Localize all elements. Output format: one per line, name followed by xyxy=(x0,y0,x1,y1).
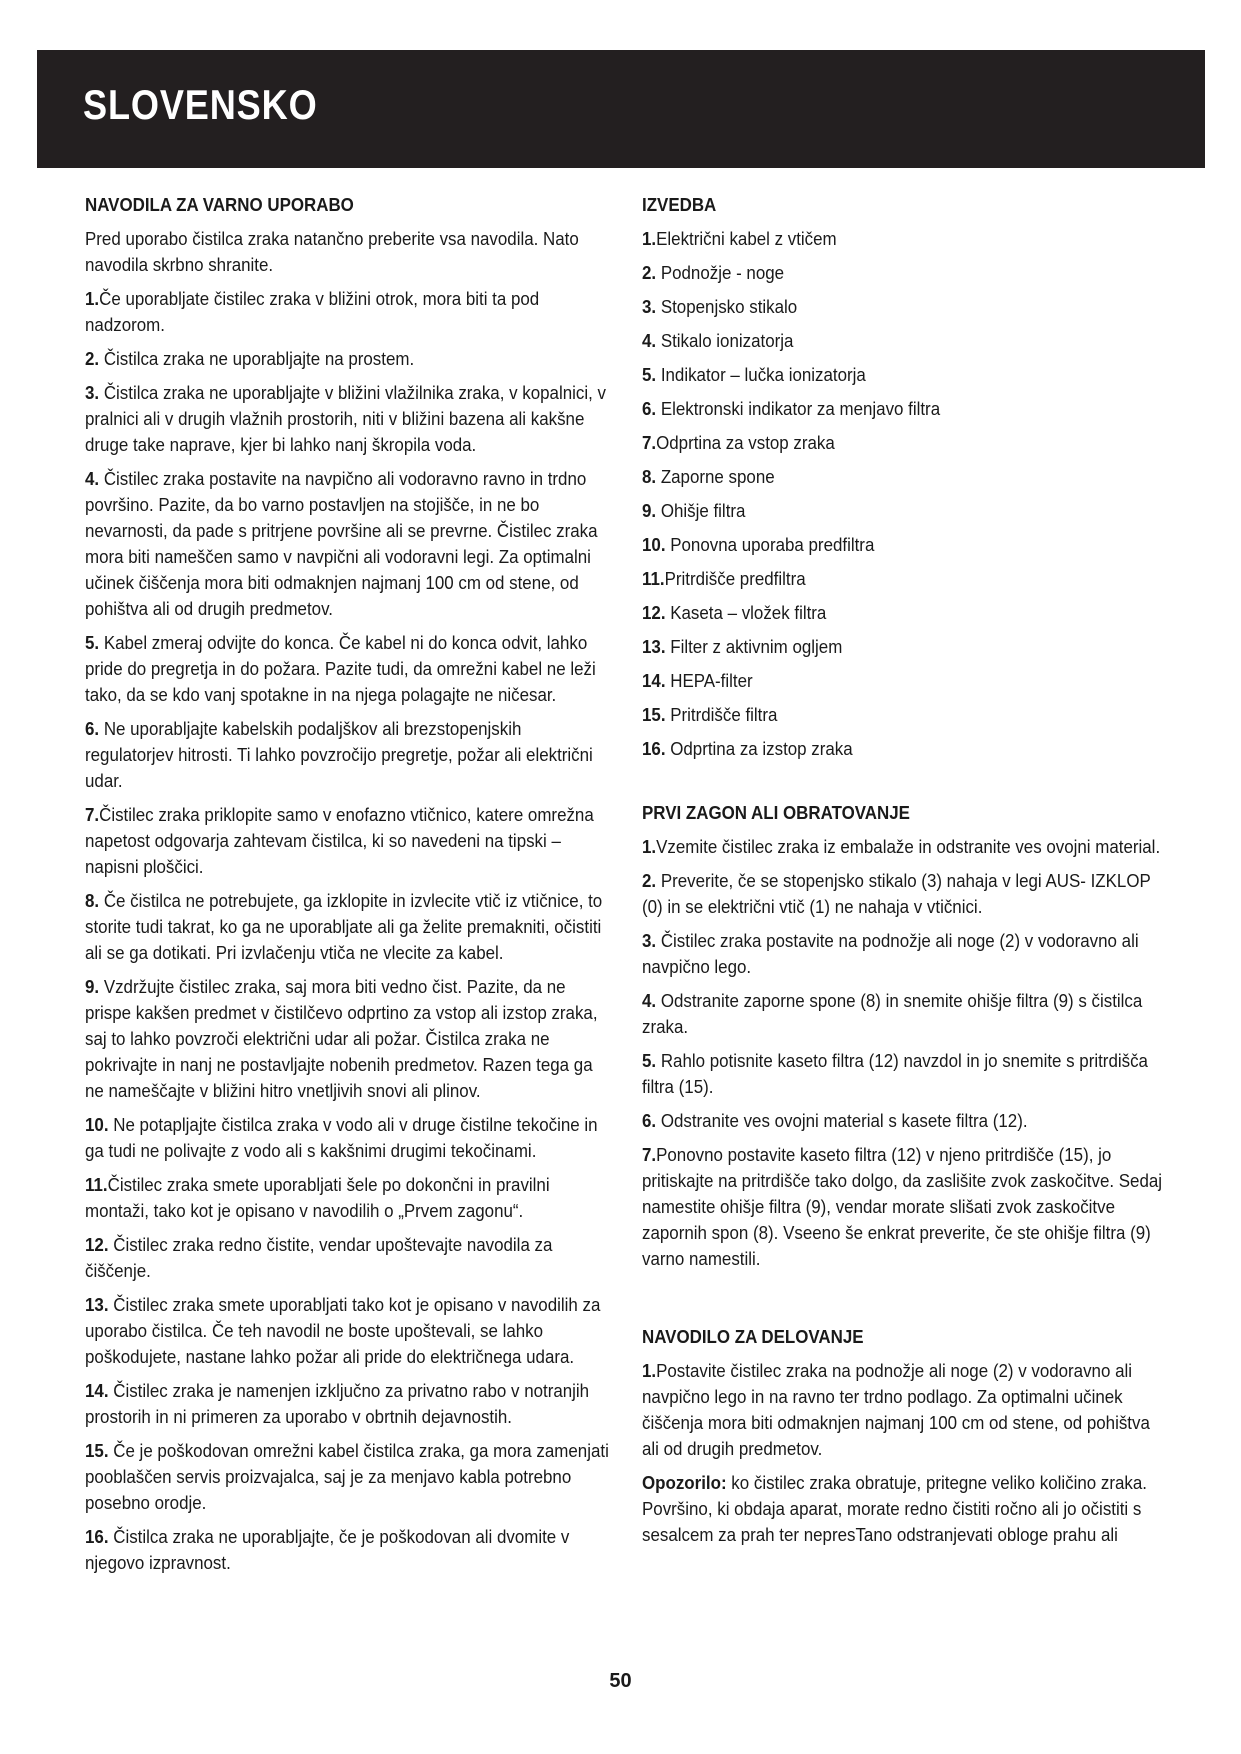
safety-item-15 xyxy=(85,1438,609,1516)
safety-item-text: Čistilca zraka ne uporabljajte, če je poškodovan ali dvomite v njegovo izpravnost. xyxy=(85,1526,570,1573)
safety-item-number: 4. xyxy=(85,468,100,489)
part-item-text: Ohišje filtra xyxy=(656,500,746,521)
safety-item-number: 10. xyxy=(85,1114,109,1135)
part-item-10 xyxy=(642,532,1171,558)
safety-title: NAVODILA ZA VARNO UPORABO xyxy=(85,194,354,215)
right-column xyxy=(642,192,1171,1556)
first-start-item-number: 5. xyxy=(642,1050,657,1071)
part-item-text: Filter z aktivnim ogljem xyxy=(665,636,843,657)
first-start-item-text: Rahlo potisnite kaseto filtra (12) navzdol in jo snemite s pritrdišča filtra (15). xyxy=(642,1050,1148,1097)
safety-item-4 xyxy=(85,466,609,622)
safety-item-6 xyxy=(85,716,609,794)
safety-item-text: Če je poškodovan omrežni kabel čistilca zraka, ga mora zamenjati pooblaščen servis proizvajalca, saj je za menjavo kabla potrebno posebno orodje. xyxy=(85,1440,609,1513)
safety-item-9 xyxy=(85,974,609,1104)
operation-warning xyxy=(642,1470,1171,1548)
safety-item-2 xyxy=(85,346,609,372)
part-item-text: Odprtina za izstop zraka xyxy=(665,738,853,759)
safety-item-13 xyxy=(85,1292,609,1370)
first-start-item-text: Ponovno postavite kaseto filtra (12) v njeno pritrdišče (15), jo pritiskajte na pritrdišče tako dolgo, da zaslišite zvok zaskočitve. Sedaj namestite ohišje filtra (9), vendar morate slišati zvok zaskočitve zapornih spon (8). Vseeno še enkrat preverite, če ste ohišje filtra (9) varno namestili. xyxy=(642,1144,1163,1269)
safety-item-text: Če čistilca ne potrebujete, ga izklopite in izvlecite vtič iz vtičnice, to storite tudi takrat, ko ga ne uporabljate ali ga želite premakniti, očistiti ali se ga dotikati. Pri izvlačenju vtiča ne vlecite za kabel. xyxy=(85,890,603,963)
safety-item-text: Vzdržujte čistilec zraka, saj mora biti vedno čist. Pazite, da ne prispe kakšen predmet v čistilčevo odprtino za vstop ali izstop zraka, saj to lahko povzroči električni udar ali požar. Čistilca zraka ne pokrivajte in nanj ne postavljajte nobenih predmetov. Razen tega ga ne nameščajte v bližini hitro vnetljivih snovi ali plinov. xyxy=(85,976,598,1101)
part-item-text: Indikator – lučka ionizatorja xyxy=(656,364,866,385)
safety-item-text: Čistilca zraka ne uporabljajte na prostem. xyxy=(99,348,415,369)
language-title: SLOVENSKO xyxy=(83,81,318,128)
safety-item-number: 5. xyxy=(85,632,100,653)
safety-item-text: Čistilec zraka redno čistite, vendar upoštevajte navodila za čiščenje. xyxy=(85,1234,553,1281)
first-start-item-text: Čistilec zraka postavite na podnožje ali noge (2) v vodoravno ali navpično lego. xyxy=(642,930,1139,977)
first-start-item-3 xyxy=(642,928,1171,980)
operation-list xyxy=(642,1358,1171,1462)
part-item-number: 5. xyxy=(642,364,657,385)
safety-item-number: 15. xyxy=(85,1440,109,1461)
part-item-text: Podnožje - noge xyxy=(656,262,785,283)
part-item-number: 12. xyxy=(642,602,666,623)
part-item-11 xyxy=(642,566,1171,592)
first-start-item-number: 2. xyxy=(642,870,657,891)
part-item-2 xyxy=(642,260,1171,286)
operation-item-number: 1. xyxy=(642,1360,657,1381)
safety-item-10 xyxy=(85,1112,609,1164)
safety-item-text: Čistilec zraka smete uporabljati tako kot je opisano v navodilih za uporabo čistilca. Če teh navodil ne boste upoštevali, se lahko poškodujete, nastane lahko požar ali pride do električnega udara. xyxy=(85,1294,601,1367)
part-item-15 xyxy=(642,702,1171,728)
first-start-item-number: 6. xyxy=(642,1110,657,1131)
left-column xyxy=(85,192,609,1584)
safety-item-text: Čistilec zraka postavite na navpično ali vodoravno ravno in trdno površino. Pazite, da bo varno postavljen na stojišče, in ne bo nevarnosti, da pade s pritrjene površine ali se prevrne. Čistilec zraka mora biti nameščen samo v navpični ali vodoravni legi. Za optimalni učinek čiščenja mora biti odmaknjen najmanj 100 cm od stene, od pohištva ali od drugih predmetov. xyxy=(85,468,598,619)
warning-text: ko čistilec zraka obratuje, pritegne veliko količino zraka. Površino, ki obdaja aparat, morate redno čistiti ročno ali jo očistiti s sesalcem za prah ter nepresTano odstranjevati obloge prahu ali xyxy=(642,1472,1147,1545)
safety-item-number: 13. xyxy=(85,1294,109,1315)
language-header xyxy=(37,50,1205,168)
operation-item-1 xyxy=(642,1358,1171,1462)
parts-title: IZVEDBA xyxy=(642,194,717,215)
first-start-item-1 xyxy=(642,834,1171,860)
safety-item-number: 14. xyxy=(85,1380,109,1401)
part-item-text: Električni kabel z vtičem xyxy=(656,228,837,249)
part-item-1 xyxy=(642,226,1171,252)
page-number: 50 xyxy=(609,1670,632,1692)
first-start-item-2 xyxy=(642,868,1171,920)
part-item-text: Odprtina za vstop zraka xyxy=(656,432,835,453)
operation-item-text: Postavite čistilec zraka na podnožje ali noge (2) v vodoravno ali navpično lego in na ravno ter trdno podlago. Za optimalni učinek čiščenja mora biti odmaknjen najmanj 100 cm od stene, od pohištva ali od drugih predmetov. xyxy=(642,1360,1150,1459)
first-start-list xyxy=(642,834,1171,1272)
first-start-item-text: Vzemite čistilec zraka iz embalaže in odstranite ves ovojni material. xyxy=(656,836,1161,857)
safety-list xyxy=(85,286,609,1576)
part-item-7 xyxy=(642,430,1171,456)
safety-item-8 xyxy=(85,888,609,966)
part-item-number: 1. xyxy=(642,228,657,249)
operation-title: NAVODILO ZA DELOVANJE xyxy=(642,1326,864,1347)
safety-item-7 xyxy=(85,802,609,880)
first-start-item-5 xyxy=(642,1048,1171,1100)
parts-list xyxy=(642,226,1171,762)
safety-item-number: 12. xyxy=(85,1234,109,1255)
part-item-number: 3. xyxy=(642,296,657,317)
part-item-9 xyxy=(642,498,1171,524)
safety-item-number: 11. xyxy=(85,1174,108,1195)
safety-item-number: 6. xyxy=(85,718,100,739)
safety-item-text: Čistilec zraka smete uporabljati šele po dokončni in pravilni montaži, tako kot je opisano v navodilih o „Prvem zagonu“. xyxy=(85,1174,550,1221)
safety-item-text: Kabel zmeraj odvijte do konca. Če kabel ni do konca odvit, lahko pride do pregretja in do požara. Pazite tudi, da omrežni kabel ne leži tako, da se kdo vanj spotakne in na njega polagajte ne ničesar. xyxy=(85,632,596,705)
part-item-text: Pritrdišče predfiltra xyxy=(664,568,806,589)
first-start-item-6 xyxy=(642,1108,1171,1134)
safety-item-text: Ne potapljajte čistilca zraka v vodo ali v druge čistilne tekočine in ga tudi ne polivajte z vodo ali s kakšnimi drugimi tekočinami. xyxy=(85,1114,598,1161)
part-item-text: Zaporne spone xyxy=(656,466,775,487)
safety-intro: Pred uporabo čistilca zraka natančno preberite vsa navodila. Nato navodila skrbno shranite. xyxy=(85,228,579,275)
safety-item-number: 7. xyxy=(85,804,100,825)
part-item-5 xyxy=(642,362,1171,388)
safety-item-number: 2. xyxy=(85,348,100,369)
part-item-text: Pritrdišče filtra xyxy=(665,704,778,725)
part-item-number: 13. xyxy=(642,636,666,657)
safety-item-text: Če uporabljate čistilec zraka v bližini otrok, mora biti ta pod nadzorom. xyxy=(85,288,540,335)
first-start-item-text: Odstranite zaporne spone (8) in snemite ohišje filtra (9) s čistilca zraka. xyxy=(642,990,1143,1037)
part-item-number: 6. xyxy=(642,398,657,419)
safety-item-1 xyxy=(85,286,609,338)
first-start-item-text: Odstranite ves ovojni material s kasete filtra (12). xyxy=(656,1110,1028,1131)
safety-item-number: 1. xyxy=(85,288,100,309)
part-item-16 xyxy=(642,736,1171,762)
part-item-text: Ponovna uporaba predfiltra xyxy=(665,534,875,555)
first-start-item-4 xyxy=(642,988,1171,1040)
part-item-13 xyxy=(642,634,1171,660)
safety-item-14 xyxy=(85,1378,609,1430)
safety-item-16 xyxy=(85,1524,609,1576)
part-item-number: 7. xyxy=(642,432,657,453)
safety-item-12 xyxy=(85,1232,609,1284)
safety-item-number: 3. xyxy=(85,382,100,403)
part-item-number: 4. xyxy=(642,330,657,351)
first-start-item-7 xyxy=(642,1142,1171,1272)
safety-item-3 xyxy=(85,380,609,458)
first-start-title: PRVI ZAGON ALI OBRATOVANJE xyxy=(642,802,910,823)
part-item-number: 9. xyxy=(642,500,657,521)
safety-item-5 xyxy=(85,630,609,708)
part-item-number: 15. xyxy=(642,704,666,725)
part-item-number: 16. xyxy=(642,738,666,759)
part-item-3 xyxy=(642,294,1171,320)
part-item-4 xyxy=(642,328,1171,354)
safety-item-11 xyxy=(85,1172,609,1224)
part-item-text: Stopenjsko stikalo xyxy=(656,296,798,317)
first-start-item-number: 4. xyxy=(642,990,657,1011)
part-item-text: Kaseta – vložek filtra xyxy=(665,602,827,623)
safety-item-text: Čistilec zraka je namenjen izključno za privatno rabo v notranjih prostorih in ni primeren za uporabo v obrtnih dejavnostih. xyxy=(85,1380,590,1427)
first-start-item-number: 3. xyxy=(642,930,657,951)
part-item-12 xyxy=(642,600,1171,626)
part-item-6 xyxy=(642,396,1171,422)
safety-item-text: Čistilec zraka priklopite samo v enofazno vtičnico, katere omrežna napetost odgovarja zahtevam čistilca, ki so navedeni na tipski –napisni ploščici. xyxy=(85,804,594,877)
first-start-item-text: Preverite, če se stopenjsko stikalo (3) nahaja v legi AUS- IZKLOP (0) in se električni vtič (1) ne nahaja v vtičnici. xyxy=(642,870,1151,917)
safety-item-text: Ne uporabljajte kabelskih podaljškov ali brezstopenjskih regulatorjev hitrosti. Ti lahko povzročijo pregretje, požar ali električni udar. xyxy=(85,718,593,791)
part-item-number: 2. xyxy=(642,262,657,283)
part-item-text: Elektronski indikator za menjavo filtra xyxy=(656,398,941,419)
safety-item-number: 16. xyxy=(85,1526,109,1547)
warning-label: Opozorilo: xyxy=(642,1472,727,1493)
part-item-text: HEPA-filter xyxy=(665,670,753,691)
part-item-number: 10. xyxy=(642,534,666,555)
part-item-text: Stikalo ionizatorja xyxy=(656,330,794,351)
safety-item-number: 8. xyxy=(85,890,100,911)
part-item-number: 14. xyxy=(642,670,666,691)
safety-item-text: Čistilca zraka ne uporabljajte v bližini vlažilnika zraka, v kopalnici, v pralnici ali v drugih vlažnih prostorih, niti v bližini bazena ali kakšne druge take naprave, kjer bi lahko nanj škropila voda. xyxy=(85,382,606,455)
safety-item-number: 9. xyxy=(85,976,100,997)
part-item-number: 8. xyxy=(642,466,657,487)
first-start-item-number: 1. xyxy=(642,836,657,857)
part-item-number: 11. xyxy=(642,568,665,589)
part-item-8 xyxy=(642,464,1171,490)
part-item-14 xyxy=(642,668,1171,694)
first-start-item-number: 7. xyxy=(642,1144,657,1165)
